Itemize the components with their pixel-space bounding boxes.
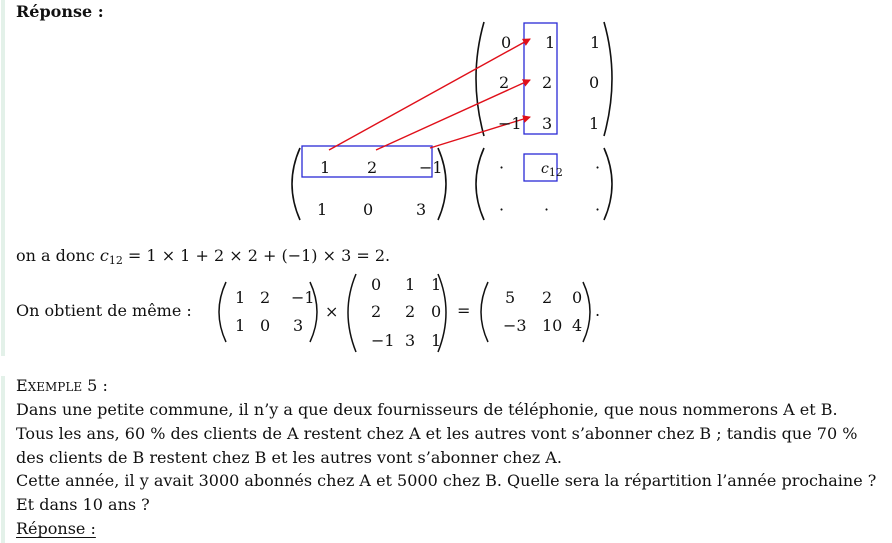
- c12-computation-line: on a donc $c_{12} = 1 \times 1 + 2 \times 2 + (-1) \times 3 = 2$.: [16, 246, 391, 267]
- product-equation-brackets: [0, 270, 892, 360]
- matrix-b-right-paren: [604, 22, 612, 136]
- times-sign: ×: [325, 302, 339, 321]
- matrix-a-left-paren: [292, 148, 300, 220]
- example-text-line: Dans une petite commune, il n’y a que deux fournisseurs de téléphonie, que nous nommerons A et B.: [16, 400, 838, 419]
- left-margin-bar-bottom: [1, 376, 5, 543]
- example-text-line: Tous les ans, 60 % des clients de A restent chez A et les autres vont s’abonner chez B ; tandis que 70 %: [16, 424, 858, 443]
- example-text-line: des clients de B restent chez B et les autres vont s’abonner chez A.: [16, 448, 562, 467]
- example-text-line: Cette année, il y avait 3000 abonnés chez A et 5000 chez B. Quelle sera la répartition l’année prochaine ?: [16, 471, 877, 490]
- section-heading: Réponse :: [16, 2, 104, 21]
- example-text-line: Et dans 10 ans ?: [16, 495, 150, 514]
- matrix-b-left-paren: [476, 22, 484, 136]
- example-reponse-label: Réponse :: [16, 519, 96, 538]
- matrix-c-left-paren: [476, 148, 484, 220]
- arrow-row1-to-col1: [329, 39, 530, 150]
- product-intro-text: On obtient de même :: [16, 301, 192, 320]
- example-title: EXEMPLE 5 :: [16, 376, 108, 395]
- matrix-product-diagram: [0, 0, 892, 240]
- period: .: [595, 301, 601, 320]
- equals-sign: =: [457, 301, 471, 320]
- matrix-c-right-paren: [604, 148, 612, 220]
